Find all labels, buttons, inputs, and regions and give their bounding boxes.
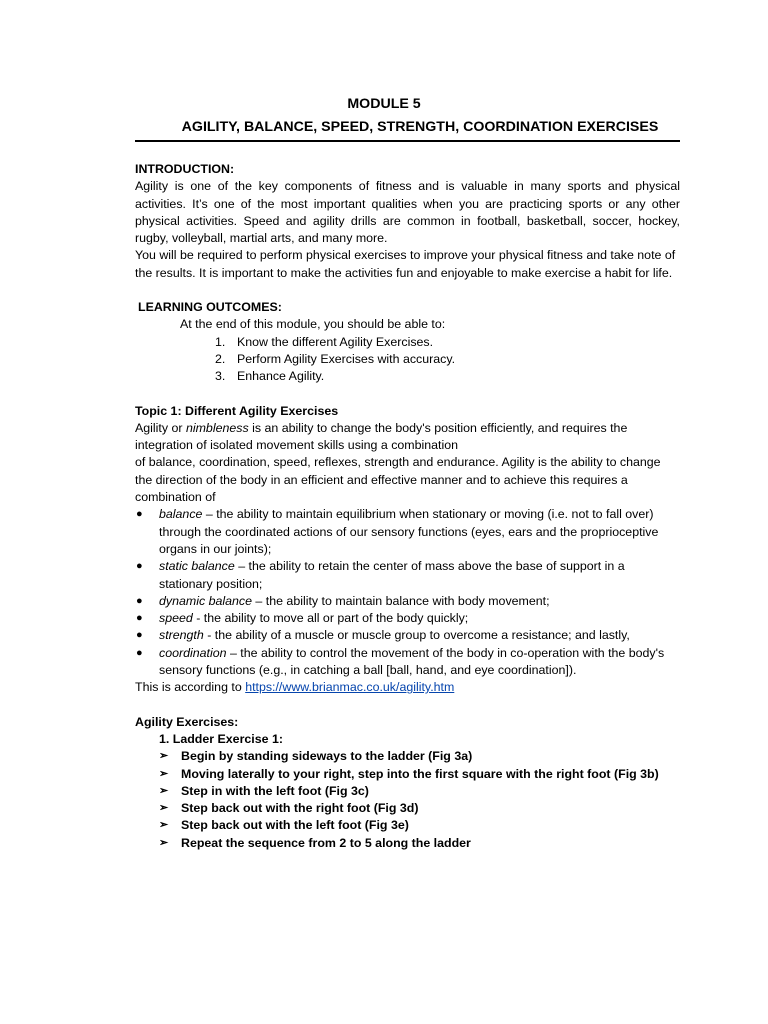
- list-item: ➢ Step back out with the left foot (Fig 3e): [135, 817, 680, 834]
- list-item-number: 1.: [215, 334, 226, 349]
- arrow-bullet-icon: ➢: [159, 767, 169, 780]
- learning-outcomes-heading: LEARNING OUTCOMES:: [138, 300, 282, 315]
- list-item: ● dynamic balance – the ability to maintain balance with body movement;: [135, 593, 680, 610]
- list-item-number: 2.: [215, 351, 226, 366]
- document-body: [135, 161, 680, 852]
- list-item: [135, 368, 680, 385]
- arrow-bullet-icon: ➢: [159, 836, 169, 849]
- list-item: ➢ Moving laterally to your right, step into the first square with the right foot (Fig 3b): [135, 766, 680, 783]
- introduction-heading: INTRODUCTION:: [135, 162, 235, 176]
- list-item: ● speed - the ability to move all or part of the body quickly;: [135, 610, 680, 627]
- list-item: ➢ Repeat the sequence from 2 to 5 along the ladder: [135, 835, 680, 852]
- introduction-paragraph-2: You will be required to perform physical exercises to improve your physical fitness and take note of the results. It is important to make the activities fun and enjoyable to make exercise a habit for life.: [135, 248, 676, 280]
- arrow-bullet-icon: ➢: [159, 750, 169, 763]
- agility-exercises-heading: Agility Exercises:: [135, 714, 239, 729]
- bullet-icon: ●: [136, 560, 143, 573]
- list-item: ● balance – the ability to maintain equilibrium when stationary or moving (i.e. not to fall over) through the coordinated actions of our sensory functions (eyes, ears and the proprioceptive organs in our joints);: [136, 507, 659, 556]
- module-title: MODULE 5: [347, 96, 421, 112]
- learning-outcomes-list: [135, 334, 680, 386]
- arrow-bullet-icon: ➢: [159, 802, 169, 815]
- bullet-icon: ●: [136, 612, 143, 625]
- list-item: ● coordination – the ability to control the movement of the body in co-operation with the body's sensory functions (e.g., in catching a ball [ball, hand, and eye coordination]).: [136, 645, 665, 678]
- ladder-exercise-title: 1. Ladder Exercise 1:: [159, 731, 283, 746]
- module-subtitle: AGILITY, BALANCE, SPEED, STRENGTH, COORDINATION EXERCISES: [181, 119, 659, 135]
- arrow-bullet-icon: ➢: [159, 819, 169, 832]
- ladder-steps-list: [135, 748, 680, 852]
- source-link[interactable]: https://www.brianmac.co.uk/agility.htm: [245, 680, 455, 695]
- list-item-text: Enhance Agility.: [237, 369, 325, 384]
- list-item-text: Perform Agility Exercises with accuracy.: [237, 351, 456, 366]
- list-item: ● strength - the ability of a muscle or muscle group to overcome a resistance; and lastly,: [135, 627, 680, 644]
- topic-1-intro-continued: of balance, coordination, speed, reflexes, strength and endurance. Agility is the ability to change the direction of the body in an efficient and effective manner and to achieve this requires a combination of: [135, 455, 661, 505]
- learning-outcomes-intro: At the end of this module, you should be able to:: [180, 317, 446, 332]
- introduction-paragraph-1: Agility is one of the key components of fitness and is valuable in many sports and physical activities. It’s one of the most important qualities when you are practicing sports or any other physical activities. Speed and agility drills are common in football, basketball, soccer, hockey, rugby, volleyball, martial arts, and many more.: [135, 179, 680, 246]
- topic-1-heading: Topic 1: Different Agility Exercises: [135, 403, 339, 418]
- nimbleness-term: nimbleness: [185, 420, 249, 435]
- bullet-icon: ●: [136, 646, 143, 659]
- list-item: [135, 351, 680, 368]
- list-item: ➢ Step back out with the right foot (Fig 3d): [135, 800, 680, 817]
- list-item: ➢ Step in with the left foot (Fig 3c): [135, 783, 680, 800]
- list-item-text: Know the different Agility Exercises.: [237, 334, 434, 349]
- title-divider: [135, 140, 680, 142]
- agility-components-list: [135, 506, 680, 679]
- topic-1-intro: Agility or nimbleness is an ability to change the body's position efficiently, and requires the integration of isolated movement skills using a combination: [135, 420, 628, 453]
- arrow-bullet-icon: ➢: [159, 784, 169, 797]
- bullet-icon: ●: [136, 629, 143, 642]
- bullet-icon: ●: [136, 594, 143, 607]
- bullet-icon: ●: [136, 508, 143, 521]
- list-item: ➢ Begin by standing sideways to the ladder (Fig 3a): [135, 748, 680, 765]
- source-line: This is according to https://www.brianmac.co.uk/agility.htm: [135, 680, 455, 695]
- list-item-number: 3.: [215, 369, 226, 384]
- list-item: [135, 334, 680, 351]
- list-item: ● static balance – the ability to retain the center of mass above the base of support in a stationary position;: [136, 559, 625, 591]
